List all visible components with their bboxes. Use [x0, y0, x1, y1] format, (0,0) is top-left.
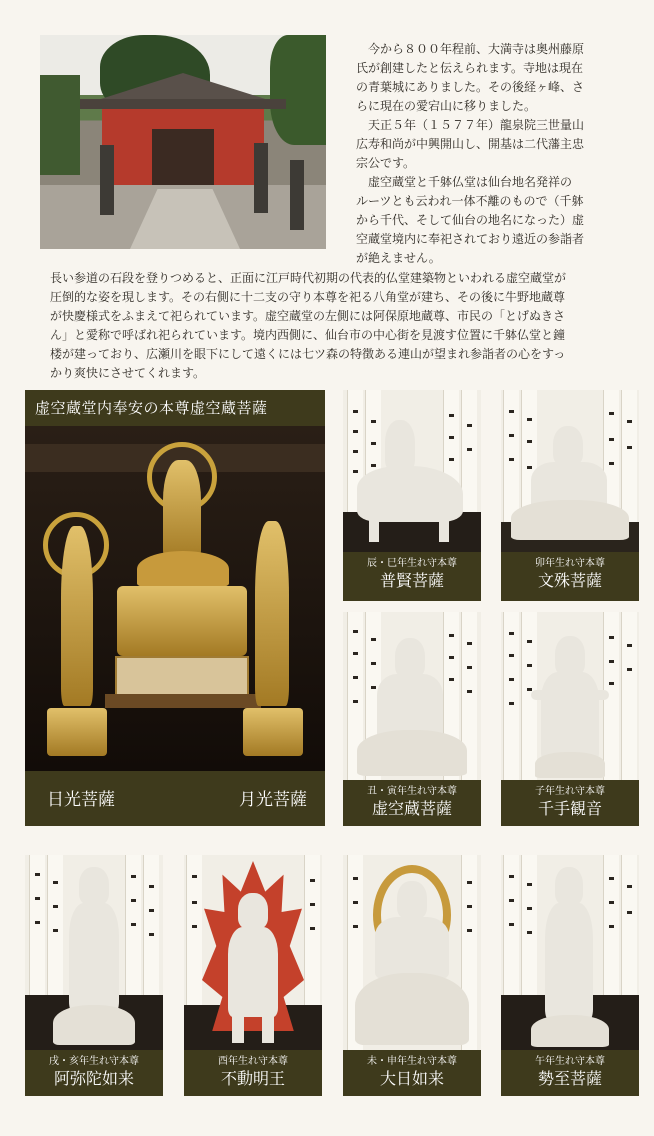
seishi-statue-photo: [501, 855, 639, 1050]
intro-paragraph-grounds: 長い参道の石段を登りつめると、正面に江戸時代初期の代表的仏堂建築物といわれる虚空蔵堂が 圧倒的な姿を現します。その右側に十二支の守り本尊を祀る八角堂が建ち、その後に牛野地蔵尊 が快慶様式をふまえて祀られています。虚空蔵堂の左側には阿保原地蔵尊、市民の「とげぬきさ ん」と愛称で呼ばれ祀られています。境内西側に、仙台市の中心街を見渡す位置に千躰仏堂と鐘 楼が建っており、広瀬川を眼下にして遠くには七ツ森の特徴ある連山が望まれ参詣者の心をすっ かり爽快にさせてくれます。: [50, 271, 567, 380]
guardian-tile-fudo: [184, 855, 322, 1096]
gakko-bosatsu-label: 月光菩薩: [239, 790, 307, 810]
guardian-tile-amida: [25, 855, 163, 1096]
main-statue-panel: [25, 390, 325, 826]
dainichi-statue-photo: [343, 855, 481, 1050]
nikko-bosatsu-label: 日光菩薩: [47, 790, 115, 810]
guardian-subtitle: 子年生れ守本尊: [535, 786, 605, 797]
guardian-name: 不動明王: [220, 1069, 285, 1088]
guardian-subtitle: 午年生れ守本尊: [535, 1056, 605, 1067]
guardian-tile-dainichi: [343, 855, 481, 1096]
temple-photo: [40, 35, 326, 249]
guardian-name: 普賢菩薩: [379, 571, 444, 590]
guardian-tile-seishi: [501, 855, 639, 1096]
guardian-name: 虚空蔵菩薩: [371, 799, 452, 818]
guardian-name: 阿弥陀如来: [53, 1069, 134, 1088]
guardian-name: 千手観音: [537, 799, 602, 818]
guardian-name: 勢至菩薩: [537, 1069, 602, 1088]
guardian-tile-senju: [501, 612, 639, 826]
main-statue-title: 虚空蔵堂内奉安の本尊虚空蔵菩薩: [25, 390, 325, 426]
guardian-tile-fugen: [343, 390, 481, 601]
guardian-subtitle: 戌・亥年生れ守本尊: [49, 1056, 139, 1067]
senju-statue-photo: [501, 612, 639, 780]
intro-paragraph-history: 今から８００年程前、大満寺は奥州藤原 氏が創建したと伝えられます。寺地は現在 の青葉城にありました。その後経ヶ峰、さ らに現在の愛宕山に移りました。 天正５年（１５７７年）龍泉院三世量山 広寿和尚が中興開山し、開基は二代藩主忠 宗公です。 虚空蔵堂と千躰仏堂は仙台地名発祥の ルーツとも云われ一体不離のもので（千躰 から千代、そして仙台の地名になった）虚 空蔵堂境内に奉祀されており遠近の参詣者 が絶えません。: [356, 42, 585, 265]
amida-statue-photo: [25, 855, 163, 1050]
guardian-subtitle: 未・申年生れ守本尊: [367, 1056, 457, 1067]
guardian-subtitle: 辰・巳年生れ守本尊: [367, 558, 457, 569]
fudo-statue-photo: [184, 855, 322, 1050]
kokuzo-statue-photo: [343, 612, 481, 780]
guardian-name: 文殊菩薩: [537, 571, 602, 590]
main-statue-photo: [25, 426, 325, 771]
guardian-tile-kokuzo: [343, 612, 481, 826]
fugen-statue-photo: [343, 390, 481, 552]
guardian-subtitle: 丑・寅年生れ守本尊: [367, 786, 457, 797]
guardian-subtitle: 酉年生れ守本尊: [218, 1056, 288, 1067]
monju-statue-photo: [501, 390, 639, 552]
main-statue-caption: [25, 771, 325, 826]
guardian-name: 大日如来: [379, 1069, 444, 1088]
guardian-tile-monju: [501, 390, 639, 601]
guardian-subtitle: 卯年生れ守本尊: [535, 558, 605, 569]
